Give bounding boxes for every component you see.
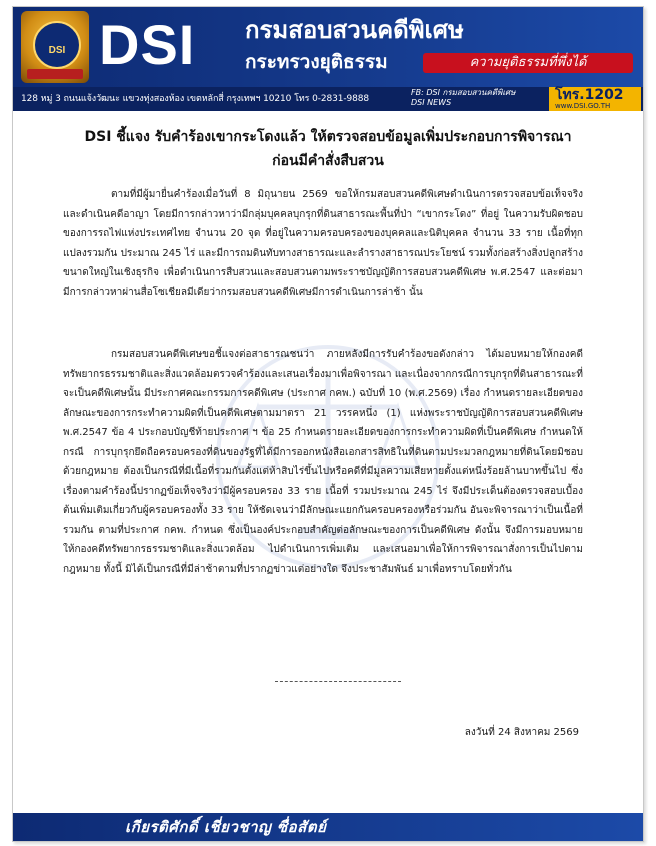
issue-date: ลงวันที่ 24 สิงหาคม 2569	[464, 727, 579, 738]
dsi-logo-text: DSI	[99, 13, 196, 76]
emblem-ribbon	[27, 69, 83, 79]
hotline-number: โทร.1202	[555, 87, 624, 103]
paragraph-1: ตามที่มีผู้มายื่นคำร้องเมื่อวันที่ 8 มิถุนายน 2569 ขอให้กรมสอบสวนคดีพิเศษดำเนินการตรวจสอบข้อเท็จจริงและดำเนินคดีอาญา โดยมีการกล่าวหาว่ามีกลุ่มบุคคลบุกรุกที่ดินสาธารณะพื้นที่ป่า “เขากระโดง” ที่อยู่ ในความรับผิดชอบของการรถไฟแห่งประเทศไทย จำนวน 20 จุด ที่อยู่ในความครอบครองของบุคคลและนิติบุคคล จำนวน 33 ราย เนื้อที่ทุกแปลงรวมกัน ประมาณ 245 ไร่ และมีการถมดินทับทางสาธารณะและลำรางสาธารณประโยชน์ รวมทั้งก่อสร้างสิ่งปลูกสร้างขนาดใหญ่ในเชิงธุรกิจ เพื่อดำเนินการสืบสวนและสอบสวนตามพระราชบัญญัติการสอบสวนคดีพิเศษ พ.ศ.2547 และต่อมามีการกล่าวหาผ่านสื่อโซเชียลมีเดียว่ากรมสอบสวนคดีพิเศษมีการดำเนินการล่าช้า นั้น	[63, 189, 583, 298]
facebook-label: FB: DSI กรมสอบสวนคดีพิเศษ	[411, 88, 516, 97]
title-line-2: ก่อนมีคำสั่งสืบสวน	[272, 153, 384, 169]
website-url: www.DSI.GO.TH	[555, 102, 611, 110]
title-line-1: DSI ชี้แจง รับคำร้องเขากระโดงแล้ว ให้ตรวจสอบข้อมูลเพิ่มประกอบการพิจารณา	[84, 129, 572, 145]
news-label: DSI NEWS	[411, 98, 452, 107]
social-links	[411, 88, 515, 108]
contact-bar	[13, 87, 643, 111]
paragraph-2: กรมสอบสวนคดีพิเศษขอชี้แจงต่อสาธารณชนว่า ภายหลังมีการรับคำร้องขอดังกล่าว ได้มอบหมายให้กองคดีทรัพยากรธรรมชาติและสิ่งแวดล้อมตรวจคำร้องและเสนอเรื่องมาเพื่อพิจารณา และเนื่องจากกรณีการบุกรุกที่ดินสาธารณะที่จะเป็นคดีพิเศษนั้น มีประกาศคณะกรรมการคดีพิเศษ (ประกาศ กคพ.) ฉบับที่ 10 (พ.ศ.2569) เรื่อง กำหนดรายละเอียดของลักษณะของการกระทำความผิดที่เป็นคดีพิเศษตามมาตรา 21 วรรคหนึ่ง (1) แห่งพระราชบัญญัติการสอบสวนคดีพิเศษ พ.ศ.2547 ข้อ 4 ประกอบบัญชีท้ายประกาศ ฯ ข้อ 25 กำหนดรายละเอียดของการกระทำความผิดที่เป็นคดีพิเศษ กำหนดให้กรณี การบุกรุกยึดถือครอบครองที่ดินของรัฐที่ได้มีการออกหนังสือเอกสารสิทธิในที่ดินตามประมวลกฎหมายที่ดินโดยมิชอบด้วยกฎหมาย ต้องเป็นกรณีที่มีเนื้อที่รวมกันตั้งแต่ห้าสิบไร่ขึ้นไปหรือคดีที่มีมูลความเสียหายตั้งแต่หนึ่งร้อยล้านบาทขึ้นไป ซึ่งเรื่องตามคำร้องนี้ปรากฏข้อเท็จจริงว่ามีผู้ครอบครอง 33 ราย เนื้อที่ รวมประมาณ 245 ไร่ จึงมีประเด็นต้องตรวจสอบเบื้องต้นเพิ่มเติมเกี่ยวกับผู้ครอบครองทั้ง 33 ราย ให้ชัดเจนว่ามีลักษณะแยกกันครอบครองหรือร่วมกัน อันจะพิจารณาว่าเป็นเนื้อที่รวมกัน ตามที่ประกาศ กคพ. กำหนด ซึ่งเป็นองค์ประกอบสำคัญต่อลักษณะของการเป็นคดีพิเศษ ดังนั้น จึงมีการมอบหมายให้กองคดีทรัพยากรธรรมชาติและสิ่งแวดล้อม ไปดำเนินการเพิ่มเติม และเสนอมาเพื่อให้การพิจารณาสั่งการเป็นไปตามกฎหมาย ทั้งนี้ มิได้เป็นกรณีที่มีล่าช้าตามที่ปรากฏข่าวแต่อย่างใด จึงประชาสัมพันธ์ มาเพื่อทราบโดยทั่วกัน	[63, 349, 583, 575]
dsi-emblem-logo	[21, 11, 89, 83]
hotline-badge	[549, 87, 641, 111]
emblem-seal	[33, 21, 81, 69]
slogan-badge: ความยุติธรรมที่พึ่งได้	[423, 53, 633, 73]
organization-name: กรมสอบสวนคดีพิเศษ	[245, 16, 464, 44]
address-text: 128 หมู่ 3 ถนนแจ้งวัฒนะ แขวงทุ่งสองห้อง เขตหลักสี่ กรุงเทพฯ 10210 โทร 0-2831-9888	[21, 94, 370, 104]
press-release-title	[33, 125, 623, 173]
ministry-name: กระทรวงยุติธรรม	[245, 51, 388, 73]
letterhead	[13, 7, 643, 87]
document-page	[12, 6, 644, 842]
dashed-separator	[275, 681, 401, 682]
emblem-text: DSI	[48, 45, 66, 56]
footer-motto: เกียรติศักดิ์ เชี่ยวชาญ ซื่อสัตย์	[125, 818, 327, 836]
footer-banner	[13, 813, 643, 841]
